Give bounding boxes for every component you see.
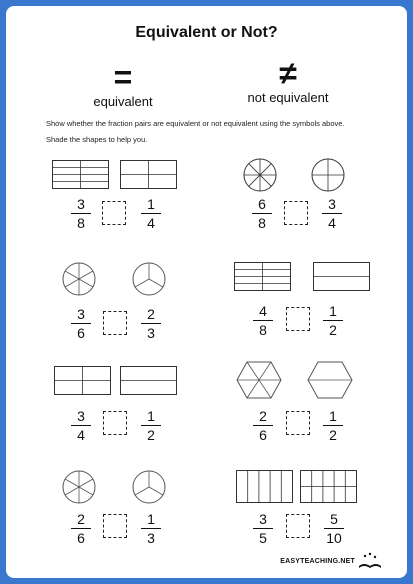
footer-site-name: EASYTEACHING.NET bbox=[280, 558, 355, 565]
left-fraction bbox=[251, 303, 275, 338]
right-fraction bbox=[139, 196, 163, 231]
denominator: 3 bbox=[147, 530, 155, 547]
left-fraction bbox=[69, 196, 93, 231]
fraction-bar bbox=[253, 320, 273, 321]
denominator: 5 bbox=[259, 530, 267, 547]
not-equivalent-label: not equivalent bbox=[247, 90, 329, 105]
denominator: 2 bbox=[329, 322, 337, 339]
right-fraction bbox=[321, 303, 345, 338]
not-equals-sign: ≠ bbox=[279, 55, 297, 91]
numerator: 3 bbox=[77, 408, 85, 424]
fraction-bar bbox=[71, 528, 91, 529]
not-equivalent-symbol bbox=[228, 56, 348, 106]
denominator: 2 bbox=[147, 427, 155, 444]
left-fraction bbox=[251, 511, 275, 546]
fraction-bar bbox=[141, 323, 161, 324]
fraction-bar bbox=[141, 528, 161, 529]
numerator: 2 bbox=[147, 306, 155, 322]
denominator: 4 bbox=[328, 215, 336, 232]
circle-thirds-shape[interactable] bbox=[132, 262, 166, 296]
right-fraction bbox=[139, 306, 163, 341]
fraction-bar bbox=[253, 528, 273, 529]
numerator: 2 bbox=[259, 408, 267, 424]
fraction-bar bbox=[252, 213, 272, 214]
answer-box[interactable] bbox=[286, 307, 310, 331]
rectangle-eighths-shape[interactable] bbox=[234, 262, 292, 292]
answer-box[interactable] bbox=[286, 514, 310, 538]
fraction-bar bbox=[71, 323, 91, 324]
left-fraction bbox=[251, 408, 275, 443]
answer-box[interactable] bbox=[284, 201, 308, 225]
equivalent-symbol bbox=[78, 60, 168, 110]
denominator: 8 bbox=[77, 215, 85, 232]
equivalent-label: equivalent bbox=[93, 94, 153, 109]
fraction-bar bbox=[322, 213, 342, 214]
numerator: 1 bbox=[147, 511, 155, 527]
open-book-logo-icon bbox=[357, 552, 383, 570]
denominator: 3 bbox=[147, 325, 155, 342]
denominator: 10 bbox=[326, 530, 342, 547]
left-fraction bbox=[69, 306, 93, 341]
left-fraction bbox=[69, 511, 93, 546]
numerator: 1 bbox=[147, 196, 155, 212]
rectangle-tenths-shape[interactable] bbox=[300, 470, 358, 504]
answer-box[interactable] bbox=[102, 201, 126, 225]
rectangle-quarters-shape[interactable] bbox=[54, 366, 112, 396]
hexagon-halves-shape[interactable] bbox=[307, 361, 353, 399]
rectangle-fifths-shape[interactable] bbox=[236, 470, 294, 504]
circle-quarters-shape[interactable] bbox=[311, 158, 345, 192]
answer-box[interactable] bbox=[103, 514, 127, 538]
answer-box[interactable] bbox=[103, 311, 127, 335]
fraction-bar bbox=[323, 425, 343, 426]
page-title: Equivalent or Not? bbox=[135, 24, 278, 41]
circle-eighths-shape[interactable] bbox=[243, 158, 277, 192]
numerator: 3 bbox=[328, 196, 336, 212]
numerator: 1 bbox=[329, 408, 337, 424]
instructions-line-1: Show whether the fraction pairs are equivalent or not equivalent using the symbols above. bbox=[46, 119, 345, 128]
denominator: 6 bbox=[77, 530, 85, 547]
instructions-line-2: Shade the shapes to help you. bbox=[46, 135, 148, 144]
fraction-bar bbox=[141, 425, 161, 426]
fraction-bar bbox=[71, 425, 91, 426]
numerator: 4 bbox=[259, 303, 267, 319]
numerator: 5 bbox=[330, 511, 338, 527]
numerator: 1 bbox=[329, 303, 337, 319]
circle-sixths-shape[interactable] bbox=[62, 262, 96, 296]
fraction-bar bbox=[141, 213, 161, 214]
fraction-bar bbox=[324, 528, 344, 529]
rectangle-halves-shape[interactable] bbox=[313, 262, 371, 292]
hexagon-sixths-shape[interactable] bbox=[236, 361, 282, 399]
rectangle-quarters-shape[interactable] bbox=[120, 160, 178, 190]
left-fraction bbox=[69, 408, 93, 443]
denominator: 4 bbox=[77, 427, 85, 444]
numerator: 2 bbox=[77, 511, 85, 527]
numerator: 1 bbox=[147, 408, 155, 424]
denominator: 6 bbox=[77, 325, 85, 342]
numerator: 3 bbox=[259, 511, 267, 527]
answer-box[interactable] bbox=[286, 411, 310, 435]
fraction-bar bbox=[71, 213, 91, 214]
circle-thirds-shape[interactable] bbox=[132, 470, 166, 504]
right-fraction bbox=[321, 408, 345, 443]
denominator: 2 bbox=[329, 427, 337, 444]
fraction-bar bbox=[253, 425, 273, 426]
equals-sign: = bbox=[113, 59, 133, 95]
left-fraction bbox=[250, 196, 274, 231]
numerator: 3 bbox=[77, 196, 85, 212]
numerator: 3 bbox=[77, 306, 85, 322]
worksheet-page bbox=[6, 6, 407, 578]
right-fraction bbox=[139, 511, 163, 546]
numerator: 6 bbox=[258, 196, 266, 212]
denominator: 6 bbox=[259, 427, 267, 444]
rectangle-halves-shape[interactable] bbox=[120, 366, 178, 396]
circle-sixths-shape[interactable] bbox=[62, 470, 96, 504]
right-fraction bbox=[320, 196, 344, 231]
denominator: 8 bbox=[259, 322, 267, 339]
fraction-bar bbox=[323, 320, 343, 321]
rectangle-eighths-shape[interactable] bbox=[52, 160, 110, 190]
denominator: 4 bbox=[147, 215, 155, 232]
right-fraction bbox=[322, 511, 346, 546]
right-fraction bbox=[139, 408, 163, 443]
denominator: 8 bbox=[258, 215, 266, 232]
answer-box[interactable] bbox=[103, 411, 127, 435]
